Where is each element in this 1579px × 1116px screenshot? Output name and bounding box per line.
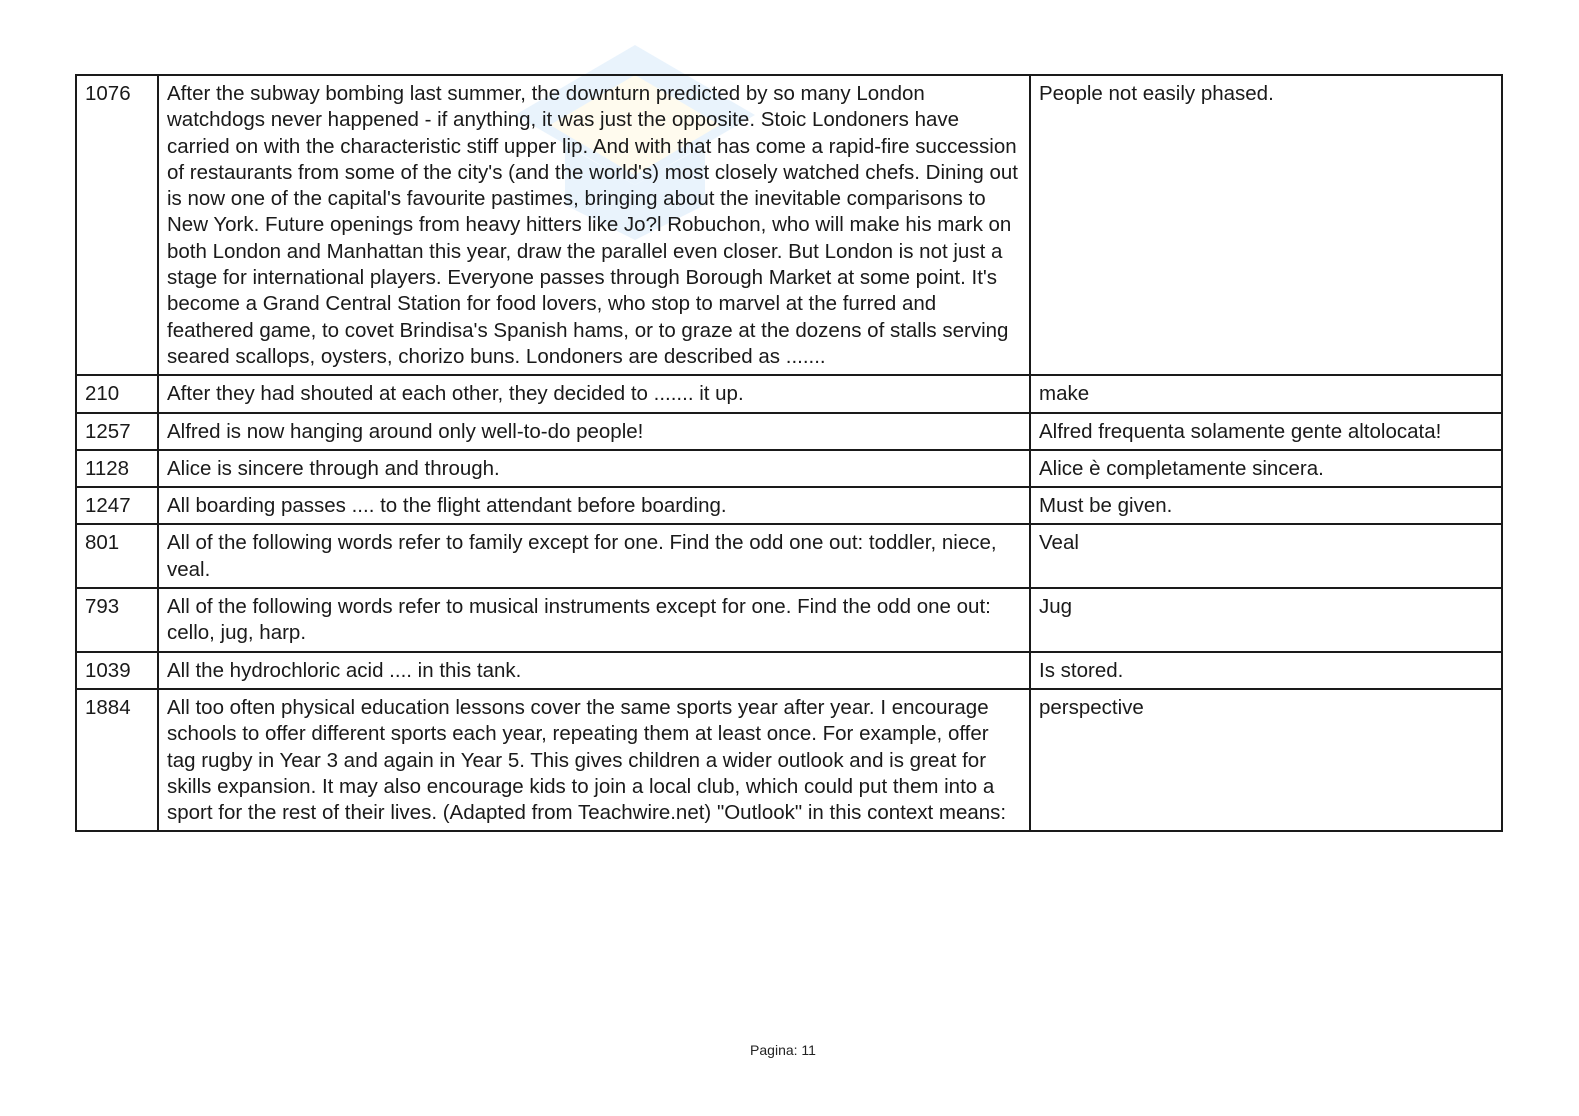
row-id: 210 <box>76 375 158 412</box>
row-question: All boarding passes .... to the flight attendant before boarding. <box>158 487 1030 524</box>
row-answer: Jug <box>1030 588 1502 652</box>
table-row <box>76 75 1502 375</box>
row-id: 1884 <box>76 689 158 831</box>
row-id: 1247 <box>76 487 158 524</box>
row-id: 801 <box>76 524 158 588</box>
row-answer: Veal <box>1030 524 1502 588</box>
row-answer: Alfred frequenta solamente gente altolocata! <box>1030 413 1502 450</box>
row-question: After they had shouted at each other, they decided to ....... it up. <box>158 375 1030 412</box>
row-question: All of the following words refer to musical instruments except for one. Find the odd one out: cello, jug, harp. <box>158 588 1030 652</box>
row-question: All the hydrochloric acid .... in this tank. <box>158 652 1030 689</box>
row-id: 1039 <box>76 652 158 689</box>
row-question: Alice is sincere through and through. <box>158 450 1030 487</box>
row-question: Alfred is now hanging around only well-to-do people! <box>158 413 1030 450</box>
row-answer: Is stored. <box>1030 652 1502 689</box>
row-question: All too often physical education lessons cover the same sports year after year. I encourage schools to offer different sports each year, repeating them at least once. For example, offer tag rugby in Year 3 and again in Year 5. This gives children a wider outlook and is great for skills expansion. It may also encourage kids to join a local club, which could put them into a sport for the rest of their lives. (Adapted from Teachwire.net) "Outlook" in this context means: <box>158 689 1030 831</box>
table-row <box>76 689 1502 831</box>
table-row <box>76 524 1502 588</box>
row-id: 793 <box>76 588 158 652</box>
table-row <box>76 487 1502 524</box>
row-id: 1257 <box>76 413 158 450</box>
questions-table <box>75 74 1503 832</box>
table-row <box>76 450 1502 487</box>
row-answer: People not easily phased. <box>1030 75 1502 375</box>
row-id: 1076 <box>76 75 158 375</box>
table-row <box>76 413 1502 450</box>
row-question: All of the following words refer to family except for one. Find the odd one out: toddler, niece, veal. <box>158 524 1030 588</box>
table-row <box>76 652 1502 689</box>
row-question: After the subway bombing last summer, the downturn predicted by so many London watchdogs never happened - if anything, it was just the opposite. Stoic Londoners have carried on with the characteristic stiff upper lip. And with that has come a rapid-fire succession of restaurants from some of the city's (and the world's) most closely watched chefs. Dining out is now one of the capital's favourite pastimes, bringing about the inevitable comparisons to New York. Future openings from heavy hitters like Jo?l Robuchon, who will make his mark on both London and Manhattan this year, draw the parallel even closer. But London is not just a stage for international players. Everyone passes through Borough Market at some point. It's become a Grand Central Station for food lovers, who stop to marvel at the furred and feathered game, to covet Brindisa's Spanish hams, or to graze at the dozens of stalls serving seared scallops, oysters, chorizo buns. Londoners are described as ....... <box>158 75 1030 375</box>
row-answer: make <box>1030 375 1502 412</box>
row-answer: perspective <box>1030 689 1502 831</box>
table-row <box>76 375 1502 412</box>
page-number: Pagina: 11 <box>750 1042 816 1058</box>
table-row <box>76 588 1502 652</box>
row-answer: Must be given. <box>1030 487 1502 524</box>
row-answer: Alice è completamente sincera. <box>1030 450 1502 487</box>
row-id: 1128 <box>76 450 158 487</box>
